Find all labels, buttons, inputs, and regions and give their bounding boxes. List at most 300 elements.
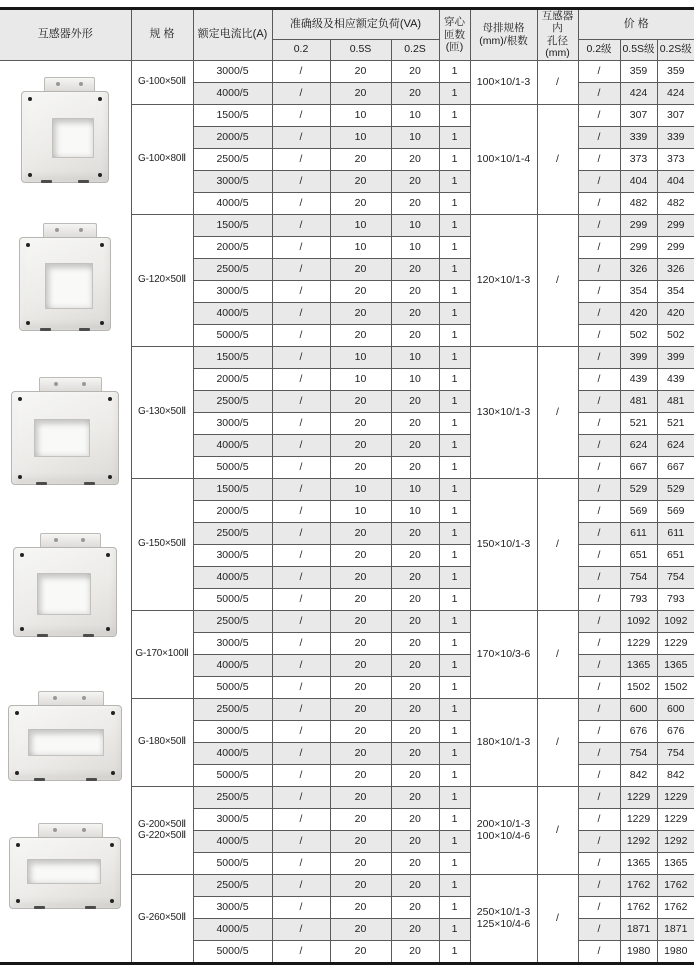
mounting-foot: [41, 180, 52, 183]
price-0p2s-cell: 754: [657, 742, 694, 764]
price-0p5s-cell: 1092: [620, 610, 657, 632]
turns-cell: 1: [439, 632, 470, 654]
price-0p2-cell: /: [578, 874, 620, 896]
spec-model-label: G-100×80Ⅱ: [138, 153, 186, 165]
ct-photo-g120-130: [11, 377, 119, 485]
ratio-cell: 4000/5: [193, 566, 272, 588]
price-0p2s-cell: 651: [657, 544, 694, 566]
corner-screw-icon: [111, 771, 115, 775]
ratio-cell: 2500/5: [193, 874, 272, 896]
terminal-screw-icon: [82, 828, 86, 832]
price-0p2s-cell: 326: [657, 258, 694, 280]
load-0p5s-cell: 10: [330, 236, 391, 258]
price-0p2-cell: /: [578, 456, 620, 478]
transformer-body: [13, 547, 117, 637]
terminal-screw-icon: [81, 538, 85, 542]
price-0p2-cell: /: [578, 544, 620, 566]
price-0p2-cell: /: [578, 698, 620, 720]
spec-cell: [131, 610, 193, 698]
load-0p5s-cell: 20: [330, 720, 391, 742]
corner-screw-icon: [26, 321, 30, 325]
turns-cell: 1: [439, 412, 470, 434]
load-0p2-cell: /: [272, 940, 330, 963]
load-0p5s-cell: 20: [330, 742, 391, 764]
load-0p2s-cell: 20: [391, 280, 439, 302]
header-busbar-line2: (mm)/根数: [479, 34, 528, 47]
price-0p2-cell: /: [578, 918, 620, 940]
mounting-foot: [34, 906, 45, 909]
turns-cell: 1: [439, 588, 470, 610]
load-0p2s-cell: 20: [391, 544, 439, 566]
corner-screw-icon: [108, 475, 112, 479]
ratio-cell: 2000/5: [193, 126, 272, 148]
price-0p2-cell: /: [578, 236, 620, 258]
load-0p5s-cell: 20: [330, 764, 391, 786]
price-0p2-cell: /: [578, 170, 620, 192]
price-0p5s-cell: 600: [620, 698, 657, 720]
turns-cell: 1: [439, 280, 470, 302]
mounting-foot: [40, 328, 51, 331]
price-0p5s-cell: 439: [620, 368, 657, 390]
corner-screw-icon: [106, 627, 110, 631]
turns-cell: 1: [439, 764, 470, 786]
price-0p5s-cell: 359: [620, 60, 657, 82]
corner-screw-icon: [20, 627, 24, 631]
terminal-screw-icon: [82, 382, 86, 386]
turns-cell: 1: [439, 698, 470, 720]
table-header: [0, 9, 694, 61]
load-0p2s-cell: 20: [391, 522, 439, 544]
load-0p5s-cell: 20: [330, 522, 391, 544]
hole-diameter-cell: /: [537, 786, 578, 874]
load-0p2-cell: /: [272, 786, 330, 808]
ratio-cell: 4000/5: [193, 192, 272, 214]
price-0p2s-cell: 842: [657, 764, 694, 786]
load-0p5s-cell: 20: [330, 852, 391, 874]
load-0p5s-cell: 10: [330, 500, 391, 522]
price-0p2s-cell: 354: [657, 280, 694, 302]
load-0p2-cell: /: [272, 478, 330, 500]
load-0p2-cell: /: [272, 368, 330, 390]
corner-screw-icon: [98, 97, 102, 101]
corner-screw-icon: [16, 843, 20, 847]
header-spec: 规 格: [131, 9, 193, 61]
hole-diameter-cell: /: [537, 346, 578, 478]
load-0p2s-cell: 10: [391, 214, 439, 236]
turns-cell: 1: [439, 852, 470, 874]
price-0p2-cell: /: [578, 82, 620, 104]
transformer-window: [27, 859, 101, 884]
corner-screw-icon: [110, 899, 114, 903]
load-0p2s-cell: 20: [391, 60, 439, 82]
turns-cell: 1: [439, 104, 470, 126]
price-0p5s-cell: 667: [620, 456, 657, 478]
mounting-foot: [84, 482, 95, 485]
price-0p2-cell: /: [578, 148, 620, 170]
price-0p2-cell: /: [578, 60, 620, 82]
load-0p2-cell: /: [272, 280, 330, 302]
header-turns-line2: 匝数: [444, 28, 465, 41]
load-0p2-cell: /: [272, 588, 330, 610]
load-0p5s-cell: 20: [330, 632, 391, 654]
load-0p2-cell: /: [272, 830, 330, 852]
load-0p2s-cell: 10: [391, 500, 439, 522]
turns-cell: 1: [439, 874, 470, 896]
price-0p2-cell: /: [578, 720, 620, 742]
busbar-spec-label: 150×10/1-3: [476, 537, 531, 550]
load-0p2s-cell: 20: [391, 852, 439, 874]
transformer-body: [11, 391, 119, 485]
load-0p2-cell: /: [272, 302, 330, 324]
price-0p2-cell: /: [578, 434, 620, 456]
spec-cell: [131, 874, 193, 963]
price-0p5s-cell: 299: [620, 236, 657, 258]
load-0p5s-cell: 20: [330, 258, 391, 280]
ratio-cell: 5000/5: [193, 764, 272, 786]
ratio-cell: 4000/5: [193, 654, 272, 676]
ratio-cell: 4000/5: [193, 742, 272, 764]
ratio-cell: 3000/5: [193, 808, 272, 830]
price-0p2s-cell: 1502: [657, 676, 694, 698]
price-0p2s-cell: 482: [657, 192, 694, 214]
price-0p5s-cell: 1229: [620, 808, 657, 830]
price-0p5s-cell: 1365: [620, 852, 657, 874]
load-0p2-cell: /: [272, 104, 330, 126]
load-0p2s-cell: 20: [391, 148, 439, 170]
transformer-window: [45, 263, 93, 309]
terminal-block: [40, 533, 100, 547]
price-0p2s-cell: 420: [657, 302, 694, 324]
header-accuracy-group: 准确级及相应额定负荷(VA): [272, 9, 439, 40]
ratio-cell: 3000/5: [193, 60, 272, 82]
ratio-cell: 3000/5: [193, 632, 272, 654]
header-turns: [439, 9, 470, 61]
price-0p2s-cell: 1871: [657, 918, 694, 940]
price-0p2-cell: /: [578, 654, 620, 676]
transformer-window: [52, 118, 94, 158]
price-0p2s-cell: 793: [657, 588, 694, 610]
load-0p2-cell: /: [272, 764, 330, 786]
price-0p5s-cell: 521: [620, 412, 657, 434]
spec-cell: [131, 698, 193, 786]
transformer-body: [21, 91, 109, 183]
price-0p2-cell: /: [578, 368, 620, 390]
load-0p5s-cell: 20: [330, 302, 391, 324]
load-0p5s-cell: 20: [330, 324, 391, 346]
turns-cell: 1: [439, 434, 470, 456]
busbar-spec-label: 125×10/4-6: [476, 918, 531, 930]
price-0p5s-cell: 624: [620, 434, 657, 456]
load-0p2s-cell: 20: [391, 742, 439, 764]
load-0p2-cell: /: [272, 324, 330, 346]
ratio-cell: 5000/5: [193, 676, 272, 698]
turns-cell: 1: [439, 148, 470, 170]
load-0p2-cell: /: [272, 676, 330, 698]
price-0p2-cell: /: [578, 830, 620, 852]
price-0p5s-cell: 1762: [620, 874, 657, 896]
corner-screw-icon: [15, 771, 19, 775]
load-0p2s-cell: 10: [391, 368, 439, 390]
spec-model-label: G-100×50Ⅱ: [138, 76, 186, 88]
corner-screw-icon: [28, 97, 32, 101]
price-0p2-cell: /: [578, 786, 620, 808]
transformer-photo-column: [0, 60, 131, 963]
load-0p5s-cell: 20: [330, 412, 391, 434]
corner-screw-icon: [15, 711, 19, 715]
ratio-cell: 4000/5: [193, 830, 272, 852]
busbar-cell: [470, 104, 537, 214]
mounting-foot: [36, 482, 47, 485]
header-price-0p2: 0.2级: [578, 39, 620, 60]
price-0p5s-cell: 676: [620, 720, 657, 742]
busbar-spec-label: 170×10/3-6: [476, 647, 531, 660]
turns-cell: 1: [439, 126, 470, 148]
table-body: [0, 60, 694, 963]
spec-cell: [131, 214, 193, 346]
ratio-cell: 3000/5: [193, 170, 272, 192]
price-0p2-cell: /: [578, 808, 620, 830]
price-0p2s-cell: 611: [657, 522, 694, 544]
ratio-cell: 4000/5: [193, 918, 272, 940]
ct-photo-g150: [13, 533, 117, 637]
corner-screw-icon: [28, 173, 32, 177]
spec-cell: [131, 786, 193, 874]
spec-model-label: G-120×50Ⅱ: [138, 274, 186, 286]
turns-cell: 1: [439, 346, 470, 368]
ratio-cell: 2500/5: [193, 390, 272, 412]
header-turns-line3: (匝): [445, 40, 464, 53]
turns-cell: 1: [439, 786, 470, 808]
price-0p5s-cell: 1229: [620, 786, 657, 808]
spec-model-label: G-180×50Ⅱ: [138, 736, 186, 748]
price-0p5s-cell: 307: [620, 104, 657, 126]
load-0p2-cell: /: [272, 346, 330, 368]
load-0p2s-cell: 20: [391, 764, 439, 786]
load-0p5s-cell: 20: [330, 918, 391, 940]
table-row: [0, 60, 694, 82]
load-0p2s-cell: 20: [391, 170, 439, 192]
turns-cell: 1: [439, 742, 470, 764]
corner-screw-icon: [110, 843, 114, 847]
busbar-spec-label: 100×10/1-4: [476, 152, 531, 165]
ratio-cell: 2500/5: [193, 258, 272, 280]
spec-cell: [131, 478, 193, 610]
load-0p5s-cell: 20: [330, 830, 391, 852]
load-0p2-cell: /: [272, 434, 330, 456]
load-0p2-cell: /: [272, 170, 330, 192]
price-0p5s-cell: 754: [620, 566, 657, 588]
load-0p2-cell: /: [272, 918, 330, 940]
load-0p2-cell: /: [272, 566, 330, 588]
ratio-cell: 2000/5: [193, 236, 272, 258]
price-0p2-cell: /: [578, 632, 620, 654]
price-0p2-cell: /: [578, 324, 620, 346]
load-0p2s-cell: 20: [391, 786, 439, 808]
ratio-cell: 2000/5: [193, 368, 272, 390]
hole-diameter-cell: /: [537, 478, 578, 610]
price-0p2s-cell: 399: [657, 346, 694, 368]
load-0p5s-cell: 20: [330, 786, 391, 808]
turns-cell: 1: [439, 302, 470, 324]
load-0p2-cell: /: [272, 654, 330, 676]
ratio-cell: 3000/5: [193, 412, 272, 434]
load-0p2s-cell: 20: [391, 324, 439, 346]
price-0p2-cell: /: [578, 566, 620, 588]
corner-screw-icon: [26, 243, 30, 247]
load-0p5s-cell: 10: [330, 346, 391, 368]
load-0p5s-cell: 10: [330, 478, 391, 500]
spec-model-label: G-260×50Ⅱ: [138, 912, 186, 924]
spec-cell: [131, 60, 193, 104]
price-0p5s-cell: 1980: [620, 940, 657, 963]
price-0p2-cell: /: [578, 764, 620, 786]
load-0p2-cell: /: [272, 214, 330, 236]
price-0p2-cell: /: [578, 126, 620, 148]
load-0p2-cell: /: [272, 148, 330, 170]
mounting-foot: [78, 180, 89, 183]
load-0p5s-cell: 10: [330, 368, 391, 390]
load-0p2s-cell: 20: [391, 610, 439, 632]
load-0p2-cell: /: [272, 258, 330, 280]
price-0p2s-cell: 1762: [657, 896, 694, 918]
load-0p2-cell: /: [272, 544, 330, 566]
load-0p2-cell: /: [272, 874, 330, 896]
corner-screw-icon: [108, 397, 112, 401]
price-0p2-cell: /: [578, 588, 620, 610]
busbar-cell: [470, 214, 537, 346]
ratio-cell: 1500/5: [193, 478, 272, 500]
ratio-cell: 4000/5: [193, 434, 272, 456]
load-0p2s-cell: 20: [391, 918, 439, 940]
price-0p5s-cell: 651: [620, 544, 657, 566]
load-0p5s-cell: 20: [330, 874, 391, 896]
hole-diameter-cell: /: [537, 610, 578, 698]
price-0p5s-cell: 373: [620, 148, 657, 170]
load-0p2-cell: /: [272, 522, 330, 544]
mounting-foot: [37, 634, 48, 637]
ratio-cell: 1500/5: [193, 214, 272, 236]
busbar-cell: [470, 786, 537, 874]
price-0p5s-cell: 354: [620, 280, 657, 302]
terminal-screw-icon: [53, 828, 57, 832]
load-0p2s-cell: 20: [391, 720, 439, 742]
ct-photo-g170-200: [8, 691, 122, 781]
header-hole-line1: 互感器内: [541, 10, 574, 35]
load-0p2s-cell: 20: [391, 456, 439, 478]
terminal-screw-icon: [79, 82, 83, 86]
header-hole-line2: 孔径(mm): [545, 34, 570, 60]
price-0p2-cell: /: [578, 390, 620, 412]
load-0p5s-cell: 20: [330, 60, 391, 82]
price-0p2-cell: /: [578, 104, 620, 126]
transformer-body: [8, 705, 122, 781]
load-0p2-cell: /: [272, 632, 330, 654]
load-0p5s-cell: 10: [330, 104, 391, 126]
load-0p2s-cell: 20: [391, 698, 439, 720]
price-0p2s-cell: 529: [657, 478, 694, 500]
load-0p5s-cell: 20: [330, 82, 391, 104]
load-0p2s-cell: 20: [391, 632, 439, 654]
price-0p5s-cell: 420: [620, 302, 657, 324]
ratio-cell: 1500/5: [193, 104, 272, 126]
corner-screw-icon: [16, 899, 20, 903]
busbar-cell: [470, 610, 537, 698]
turns-cell: 1: [439, 456, 470, 478]
load-0p5s-cell: 20: [330, 698, 391, 720]
header-busbar-line1: 母排规格: [482, 22, 525, 35]
load-0p2s-cell: 20: [391, 390, 439, 412]
price-0p2s-cell: 1092: [657, 610, 694, 632]
price-0p2-cell: /: [578, 522, 620, 544]
header-hole: [537, 9, 578, 61]
price-0p2s-cell: 1365: [657, 654, 694, 676]
load-0p5s-cell: 20: [330, 148, 391, 170]
terminal-screw-icon: [82, 696, 86, 700]
price-0p2-cell: /: [578, 258, 620, 280]
turns-cell: 1: [439, 60, 470, 82]
busbar-cell: [470, 698, 537, 786]
load-0p2-cell: /: [272, 126, 330, 148]
price-0p2-cell: /: [578, 346, 620, 368]
load-0p2s-cell: 20: [391, 588, 439, 610]
turns-cell: 1: [439, 214, 470, 236]
load-0p5s-cell: 20: [330, 676, 391, 698]
turns-cell: 1: [439, 258, 470, 280]
ratio-cell: 2500/5: [193, 522, 272, 544]
turns-cell: 1: [439, 566, 470, 588]
load-0p2-cell: /: [272, 236, 330, 258]
corner-screw-icon: [100, 321, 104, 325]
load-0p2s-cell: 10: [391, 126, 439, 148]
price-0p2s-cell: 502: [657, 324, 694, 346]
load-0p2-cell: /: [272, 720, 330, 742]
ratio-cell: 3000/5: [193, 544, 272, 566]
price-0p2s-cell: 600: [657, 698, 694, 720]
transformer-body: [9, 837, 121, 909]
turns-cell: 1: [439, 654, 470, 676]
header-accuracy-0p2: 0.2: [272, 39, 330, 60]
load-0p5s-cell: 20: [330, 940, 391, 963]
load-0p2-cell: /: [272, 852, 330, 874]
price-0p2s-cell: 339: [657, 126, 694, 148]
header-price-0p2s: 0.2S级: [657, 39, 694, 60]
turns-cell: 1: [439, 500, 470, 522]
price-0p5s-cell: 1762: [620, 896, 657, 918]
price-0p2-cell: /: [578, 478, 620, 500]
ct-photo-g260: [9, 823, 121, 909]
transformer-spec-price-table: [0, 7, 694, 965]
busbar-cell: [470, 874, 537, 963]
price-0p2-cell: /: [578, 302, 620, 324]
load-0p2s-cell: 20: [391, 434, 439, 456]
ratio-cell: 4000/5: [193, 82, 272, 104]
corner-screw-icon: [98, 173, 102, 177]
turns-cell: 1: [439, 940, 470, 963]
load-0p2s-cell: 20: [391, 896, 439, 918]
price-0p2s-cell: 1229: [657, 786, 694, 808]
price-0p2s-cell: 1365: [657, 852, 694, 874]
turns-cell: 1: [439, 720, 470, 742]
price-0p2s-cell: 424: [657, 82, 694, 104]
price-0p2-cell: /: [578, 896, 620, 918]
busbar-cell: [470, 478, 537, 610]
price-0p2s-cell: 373: [657, 148, 694, 170]
load-0p5s-cell: 20: [330, 280, 391, 302]
load-0p2-cell: /: [272, 390, 330, 412]
turns-cell: 1: [439, 236, 470, 258]
price-0p2s-cell: 1762: [657, 874, 694, 896]
photo-stack: [0, 61, 131, 922]
